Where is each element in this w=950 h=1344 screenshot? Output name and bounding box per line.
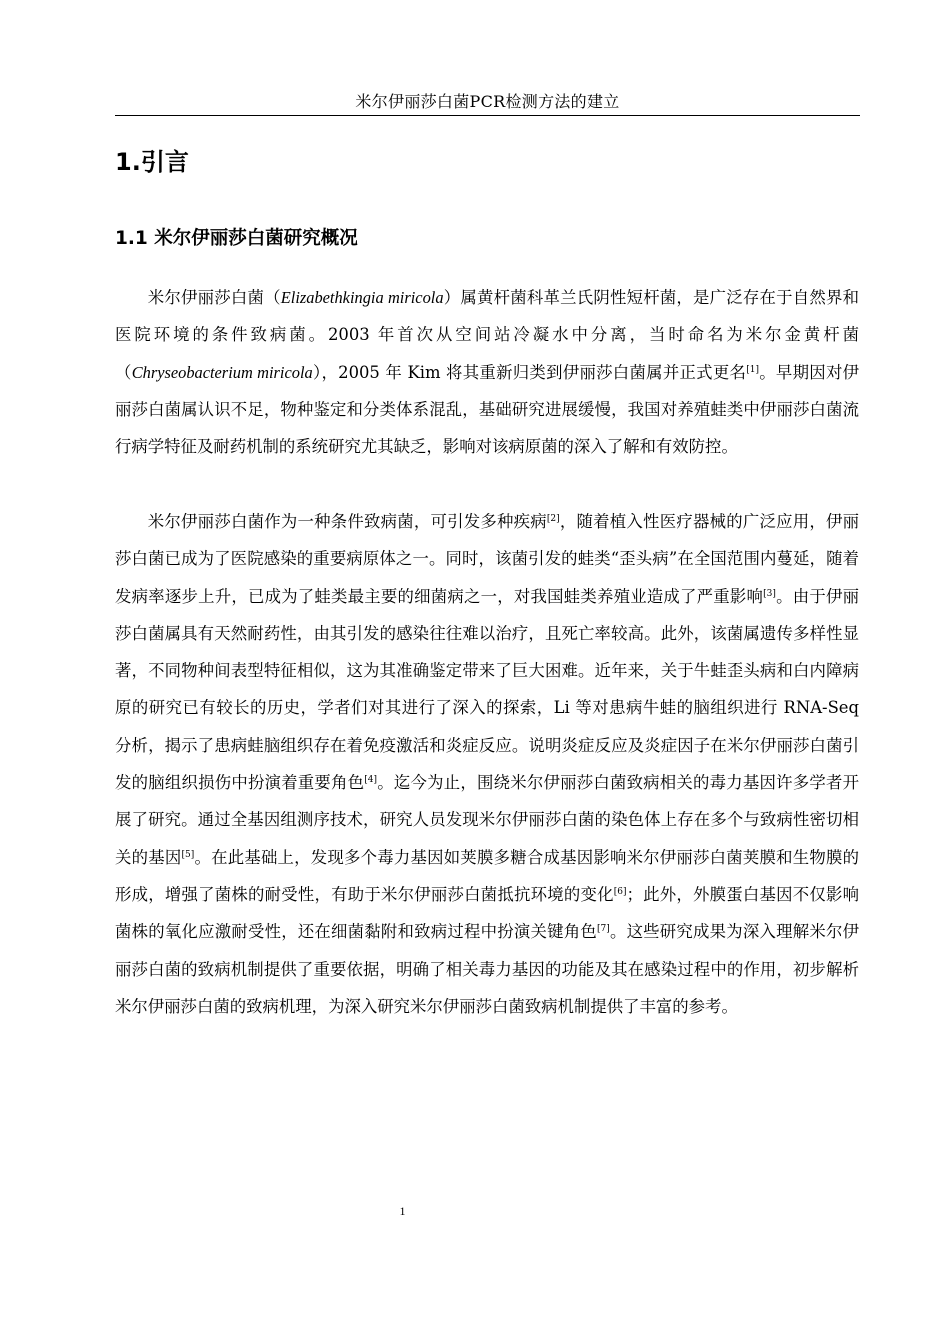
citation-ref: [4] [364,775,378,786]
citation-ref: [7] [596,924,610,935]
running-header: 米尔伊丽莎白菌PCR检测方法的建立 [115,92,860,116]
p1-text-3: ），2005 年 Kim 将其重新归类到伊丽莎白菌属并正式更名 [312,362,747,382]
p1-text-1: 米尔伊丽莎白菌（ [147,288,281,307]
p2-text-6: ；此外，外膜蛋白基因不仅影响菌株的氧化应激耐受性，还在细菌黏附和致病过程中扮演关键角色 [115,884,860,942]
citation-ref: [3] [763,588,776,599]
paragraph-1-text [115,279,859,465]
paragraph-1 [115,279,859,465]
p1-text-4: 。早期因对伊丽莎白菌属认识不足，物种鉴定和分类体系混乱，基础研究进展缓慢，我国对养殖蛙类中伊丽莎白菌流行病学特征及耐药机制的系统研究尤其缺乏，影响对该病原菌的深入了解和有效防控。 [115,362,860,457]
p2-text-1: 米尔伊丽莎白菌作为一种条件致病菌，可引发多种疾病 [147,512,547,531]
paragraph-2 [115,503,859,1025]
page-number: 1 [399,1204,406,1218]
p2-text-4: 。迄今为止，围绕米尔伊丽莎白菌致病相关的毒力基因许多学者开展了研究。通过全基因组测序技术，研究人员发现米尔伊丽莎白菌的染色体上存在多个与致病性密切相关的基因 [115,773,860,867]
species-name: Chryseobacterium miricola [131,362,313,382]
species-name: Elizabethkingia miricola [280,288,444,307]
paragraph-2-text [115,503,859,1025]
section-heading: 1.引言 [115,148,189,176]
p2-text-3: 。由于伊丽莎白菌属具有天然耐药性，由其引发的感染往往难以治疗，且死亡率较高。此外，该菌属遗传多样性显著，不同物种间表型特征相似，这为其准确鉴定带来了巨大困难。近年来，关于牛蛙歪头病和白内障病原的研究已有较长的历史，学者们对其进行了深入的探索，Li 等对患病牛蛙的脑组织进行 RNA-Seq 分析，揭示了患病蛙脑组织存在着免疫激活和炎症反应。说明炎症反应及炎症因子在米尔伊丽莎白菌引发的脑组织损伤中扮演着重要角色 [115,586,860,793]
citation-ref: [1] [746,364,759,375]
p2-text-2: ，随着植入性医疗器械的广泛应用，伊丽莎白菌已成为了医院感染的重要病原体之一。同时，该菌引发的蛙类“歪头病”在全国范围内蔓延，随着发病率逐步上升，已成为了蛙类最主要的细菌病之一，对我国蛙类养殖业造成了严重影响 [115,512,860,606]
p1-text-2: ）属黄杆菌科革兰氏阴性短杆菌，是广泛存在于自然界和医院环境的条件致病菌。2003 年首次从空间站冷凝水中分离，当时命名为米尔金黄杆菌（ [115,288,860,382]
citation-ref: [5] [181,849,195,860]
subsection-heading: 1.1 米尔伊丽莎白菌研究概况 [115,228,358,249]
citation-ref: [2] [546,514,560,524]
citation-ref: [6] [613,886,627,897]
p2-text-5: 。在此基础上，发现多个毒力基因如荚膜多糖合成基因影响米尔伊丽莎白菌荚膜和生物膜的形成，增强了菌株的耐受性，有助于米尔伊丽莎白菌抵抗环境的变化 [115,847,860,904]
p2-text-7: 。这些研究成果为深入理解米尔伊丽莎白菌的致病机制提供了重要依据，明确了相关毒力基因的功能及其在感染过程中的作用，初步解析米尔伊丽莎白菌的致病机理，为深入研究米尔伊丽莎白菌致病机制提供了丰富的参考。 [115,922,860,1016]
